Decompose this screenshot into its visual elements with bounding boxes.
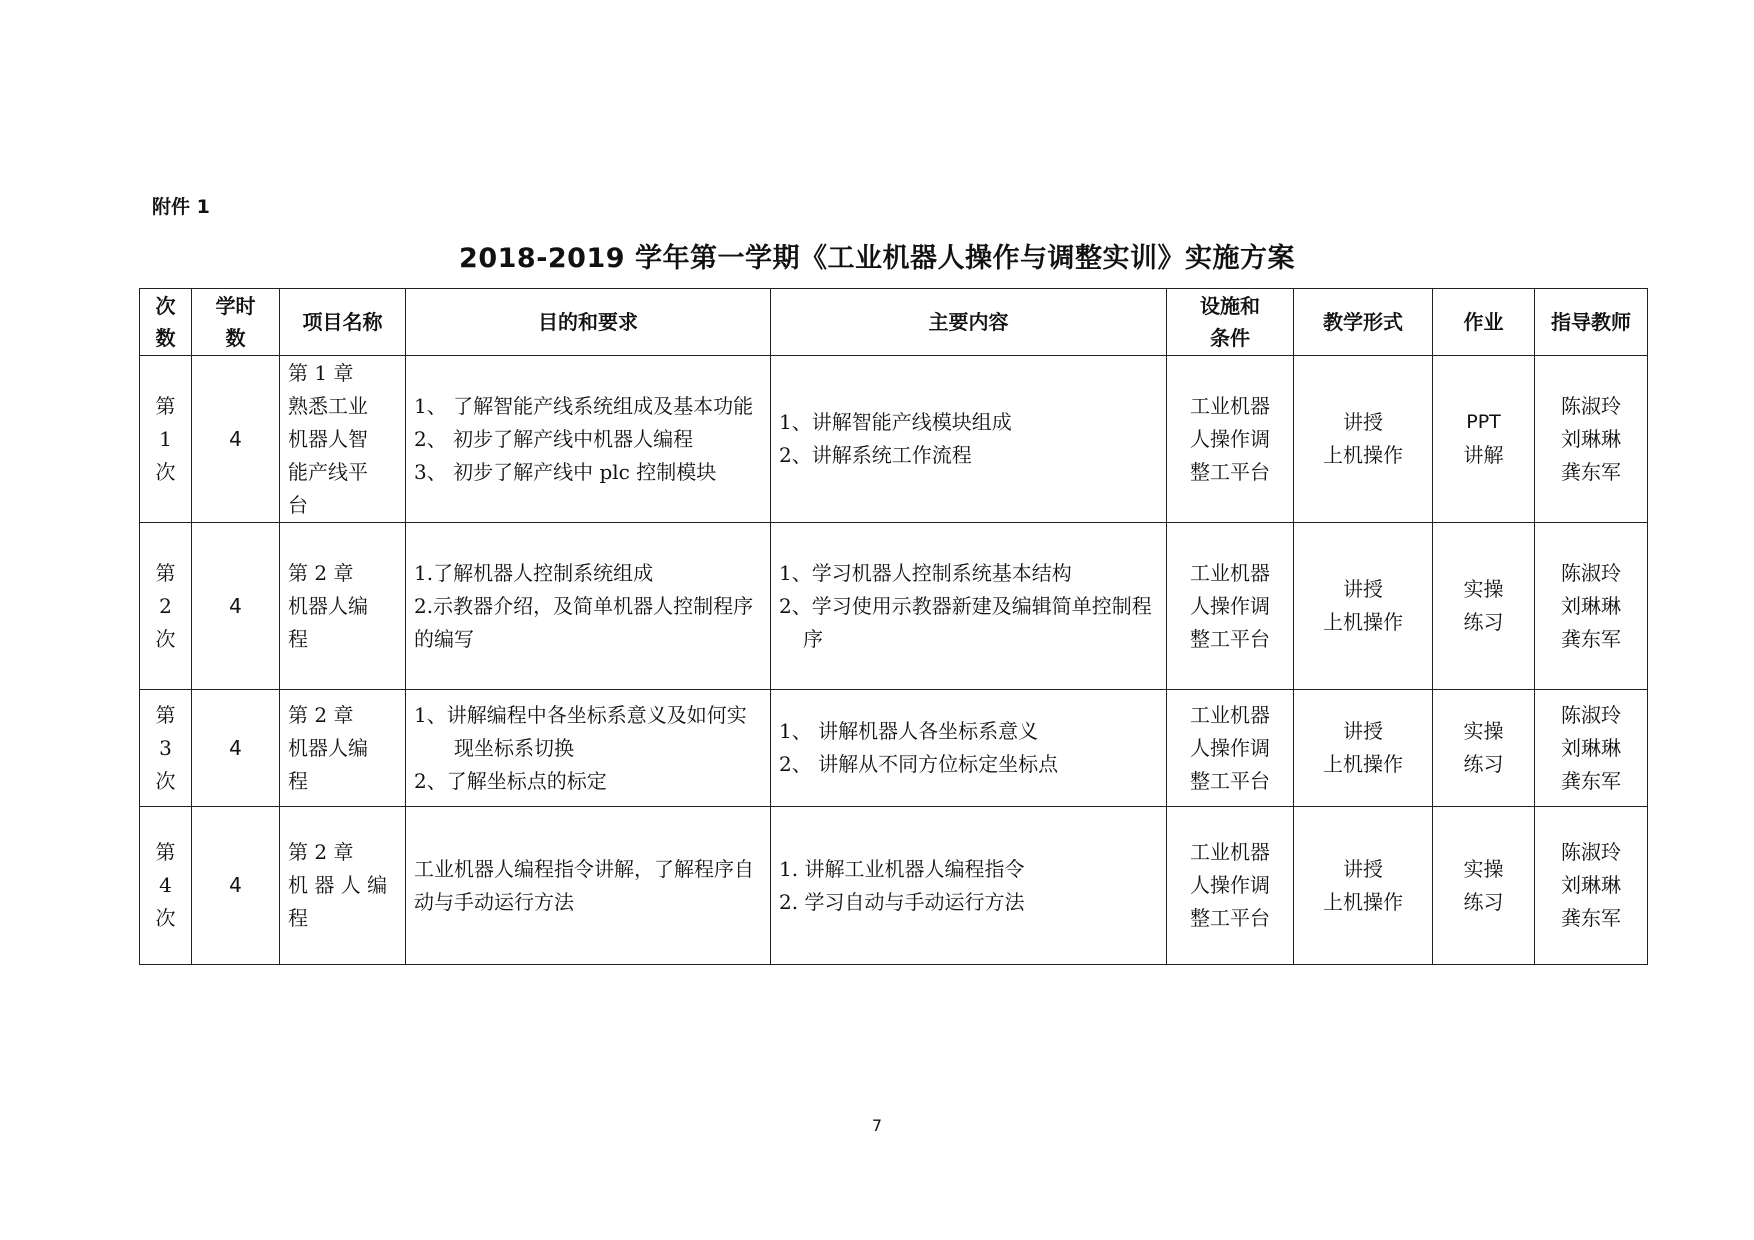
project-cell: 第 2 章 机 器 人 编 程 [280, 807, 406, 965]
goal-cell: 1、讲解编程中各坐标系意义及如何实现坐标系切换 2、了解坐标点的标定 [406, 690, 771, 807]
form-cell: 讲授 上机操作 [1294, 523, 1433, 690]
content-cell: 1、 讲解机器人各坐标系意义 2、 讲解从不同方位标定坐标点 [771, 690, 1167, 807]
hours-cell: 4 [192, 356, 280, 523]
hours-cell: 4 [192, 523, 280, 690]
homework-cell: 实操 练习 [1433, 523, 1535, 690]
header-form: 教学形式 [1294, 289, 1433, 356]
facility-cell: 工业机器 人操作调 整工平台 [1167, 807, 1294, 965]
teacher-cell: 陈淑玲 刘琳琳 龚东军 [1535, 690, 1648, 807]
header-content: 主要内容 [771, 289, 1167, 356]
facility-cell: 工业机器 人操作调 整工平台 [1167, 356, 1294, 523]
teacher-cell: 陈淑玲 刘琳琳 龚东军 [1535, 523, 1648, 690]
homework-cell: PPT 讲解 [1433, 356, 1535, 523]
content-cell: 1. 讲解工业机器人编程指令 2. 学习自动与手动运行方法 [771, 807, 1167, 965]
table-row [140, 690, 1648, 807]
table-header-row [140, 289, 1648, 356]
header-teacher: 指导教师 [1535, 289, 1648, 356]
session-cell: 第 2 次 [140, 523, 192, 690]
header-goal: 目的和要求 [406, 289, 771, 356]
teacher-cell: 陈淑玲 刘琳琳 龚东军 [1535, 356, 1648, 523]
project-cell: 第 2 章 机器人编 程 [280, 690, 406, 807]
content-cell: 1、讲解智能产线模块组成 2、讲解系统工作流程 [771, 356, 1167, 523]
teacher-cell: 陈淑玲 刘琳琳 龚东军 [1535, 807, 1648, 965]
session-cell: 第 4 次 [140, 807, 192, 965]
table-row [140, 807, 1648, 965]
header-homework: 作业 [1433, 289, 1535, 356]
session-cell: 第 3 次 [140, 690, 192, 807]
goal-cell: 1、 了解智能产线系统组成及基本功能 2、 初步了解产线中机器人编程 3、 初步了解产线中 plc 控制模块 [406, 356, 771, 523]
hours-cell: 4 [192, 807, 280, 965]
header-project: 项目名称 [280, 289, 406, 356]
facility-cell: 工业机器 人操作调 整工平台 [1167, 690, 1294, 807]
homework-cell: 实操 练习 [1433, 690, 1535, 807]
header-facility: 设施和 条件 [1167, 289, 1294, 356]
form-cell: 讲授 上机操作 [1294, 356, 1433, 523]
project-cell: 第 2 章 机器人编 程 [280, 523, 406, 690]
implementation-plan-table [139, 288, 1648, 965]
header-hours: 学时 数 [192, 289, 280, 356]
facility-cell: 工业机器 人操作调 整工平台 [1167, 523, 1294, 690]
document-title: 2018-2019 学年第一学期《工业机器人操作与调整实训》实施方案 [459, 243, 1295, 274]
page-number: 7 [871, 1116, 883, 1135]
table-row [140, 356, 1648, 523]
form-cell: 讲授 上机操作 [1294, 807, 1433, 965]
session-cell: 第 1 次 [140, 356, 192, 523]
header-session: 次 数 [140, 289, 192, 356]
table-row [140, 523, 1648, 690]
form-cell: 讲授 上机操作 [1294, 690, 1433, 807]
goal-cell: 工业机器人编程指令讲解，了解程序自动与手动运行方法 [406, 807, 771, 965]
goal-cell: 1.了解机器人控制系统组成 2.示教器介绍，及简单机器人控制程序的编写 [406, 523, 771, 690]
homework-cell: 实操 练习 [1433, 807, 1535, 965]
attachment-label: 附件 1 [152, 196, 210, 218]
project-cell: 第 1 章 熟悉工业 机器人智 能产线平 台 [280, 356, 406, 523]
content-cell: 1、学习机器人控制系统基本结构 2、学习使用示教器新建及编辑简单控制程序 [771, 523, 1167, 690]
hours-cell: 4 [192, 690, 280, 807]
